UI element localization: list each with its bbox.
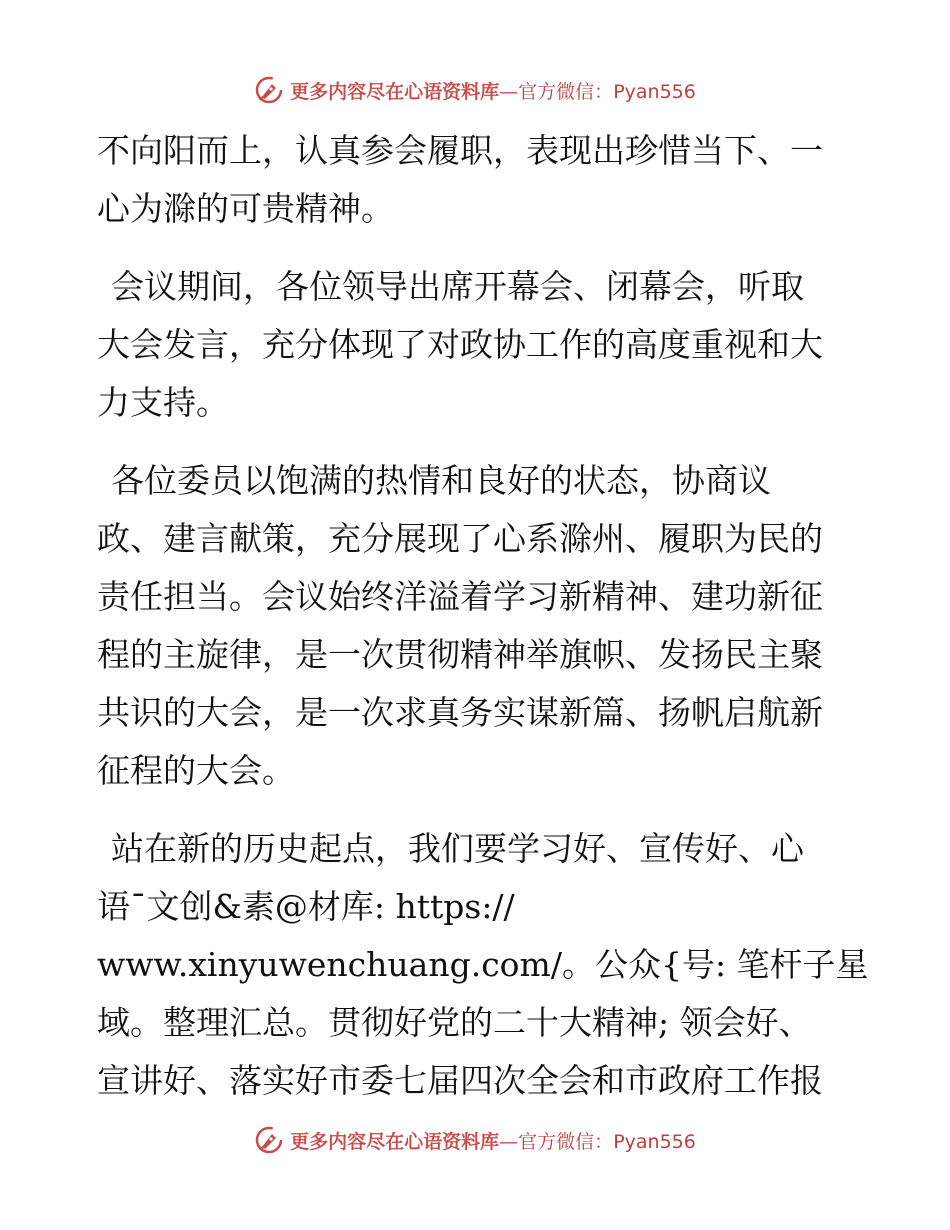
text-line: 心为滁的可贵精神。 — [97, 189, 394, 228]
watermark-wechat-id: Pyan556 — [613, 80, 696, 103]
text-line: 各位委员以饱满的热情和良好的状态，协商议 — [111, 461, 771, 500]
watermark-separator: — — [499, 1130, 519, 1153]
watermark-text — [290, 1127, 696, 1154]
watermark-text — [290, 77, 696, 104]
text-line: 政、建言献策，充分展现了心系滁州、履职为民的 — [97, 519, 823, 558]
text-line: 征程的大会。 — [97, 751, 295, 790]
text-line: 不向阳而上，认真参会履职，表现出珍惜当下、一 — [97, 131, 823, 170]
text-line: 语¯文创&素@材库: https:// — [97, 887, 515, 926]
text-line: 责任担当。会议始终洋溢着学习新精神、建功新征 — [97, 577, 823, 616]
paragraph-2 — [97, 258, 857, 432]
paragraph-gap — [97, 432, 857, 452]
paragraph-gap — [97, 238, 857, 258]
text-line: www.xinyuwenchuang.com/。公众{号: 笔杆子星 — [97, 945, 869, 984]
text-line: 域。整理汇总。贯彻好党的二十大精神; 领会好、 — [97, 1003, 812, 1042]
text-line: 程的主旋律，是一次贯彻精神举旗帜、发扬民主聚 — [97, 635, 823, 674]
pen-nib-logo-icon — [254, 1125, 284, 1155]
watermark-wechat-id: Pyan556 — [613, 1130, 696, 1153]
document-body — [97, 122, 869, 1110]
footer-watermark — [0, 1120, 950, 1160]
paragraph-4 — [97, 820, 869, 1110]
pen-nib-logo-icon — [254, 75, 284, 105]
watermark-site-text: 更多内容尽在心语资料库 — [290, 1130, 500, 1153]
text-line: 共识的大会，是一次求真务实谋新篇、扬帆启航新 — [97, 693, 823, 732]
text-line: 力支持。 — [97, 383, 229, 422]
text-line: 站在新的历史起点，我们要学习好、宣传好、心 — [111, 829, 804, 868]
paragraph-gap — [97, 800, 857, 820]
header-watermark — [0, 70, 950, 110]
text-line: 大会发言，充分体现了对政协工作的高度重视和大 — [97, 325, 823, 364]
watermark-site-text: 更多内容尽在心语资料库 — [290, 80, 500, 103]
text-line: 会议期间，各位领导出席开幕会、闭幕会，听取 — [111, 267, 804, 306]
watermark-wechat-label: 官方微信： — [518, 1130, 614, 1153]
watermark-wechat-label: 官方微信： — [518, 80, 614, 103]
paragraph-1 — [97, 122, 857, 238]
watermark-separator: — — [499, 80, 519, 103]
paragraph-3 — [97, 452, 857, 800]
text-line: 宣讲好、落实好市委七届四次全会和市政府工作报 — [97, 1061, 823, 1100]
